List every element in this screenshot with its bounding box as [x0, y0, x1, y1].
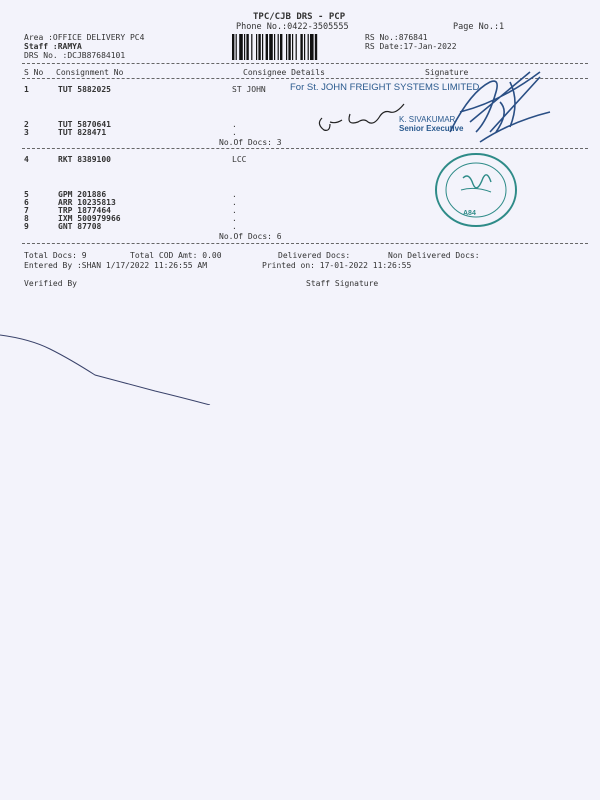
rs-number: RS No.:876841 [365, 33, 428, 42]
scribble-signature [440, 62, 560, 152]
divider [22, 243, 588, 244]
total-cod: Total COD Amt: 0.00 [130, 251, 222, 260]
phone-number: Phone No.:0422-3505555 [236, 22, 349, 32]
row-consignee: . [232, 128, 237, 137]
docs-count: No.Of Docs: 3 [219, 138, 282, 147]
row-sno: 9 [24, 222, 29, 231]
row-consignment: IXM 500979966 [58, 214, 121, 223]
area-field: Area :OFFICE DELIVERY PC4 [24, 33, 145, 42]
entered-by: Entered By :SHAN 1/17/2022 11:26:55 AM [24, 261, 208, 270]
row-consignment: TUT 828471 [58, 128, 107, 137]
drs-number: DRS No. :DCJB87684101 [24, 51, 126, 60]
rs-date: RS Date:17-Jan-2022 [365, 42, 457, 51]
row-consignment: RKT 8389100 [58, 155, 111, 164]
stray-pen-mark [0, 325, 220, 405]
row-sno: 5 [24, 190, 29, 199]
seal-number: A84 [463, 210, 476, 217]
barcode [232, 34, 356, 60]
handwritten-signature [310, 96, 420, 136]
col-consignment: Consignment No [56, 68, 124, 77]
row-consignee: . [232, 190, 237, 199]
non-delivered-docs: Non Delivered Docs: [388, 251, 480, 260]
col-sno: S No [24, 68, 44, 77]
row-consignment: TUT 5882025 [58, 85, 111, 94]
row-consignment: TUT 5870641 [58, 120, 111, 129]
row-consignment: GNT 87708 [58, 222, 102, 231]
delivered-docs: Delivered Docs: [278, 251, 351, 260]
company-stamp-text: For St. JOHN FREIGHT SYSTEMS LIMITED [290, 82, 480, 93]
stamp-designation: Senior Executive [399, 124, 464, 133]
row-consignee: . [232, 214, 237, 223]
round-seal [431, 150, 521, 230]
verified-by: Verified By [24, 279, 77, 288]
row-sno: 8 [24, 214, 29, 223]
page-number: Page No.:1 [453, 22, 505, 32]
row-sno: 3 [24, 128, 29, 137]
row-sno: 6 [24, 198, 29, 207]
staff-signature-label: Staff Signature [306, 279, 379, 288]
col-consignee: Consignee Details [243, 68, 325, 77]
printed-on: Printed on: 17-01-2022 11:26:55 [262, 261, 412, 270]
row-sno: 1 [24, 85, 29, 94]
row-sno: 4 [24, 155, 29, 164]
row-consignee: LCC [232, 155, 247, 164]
row-consignee: . [232, 120, 237, 129]
stamp-person-name: K. SIVAKUMAR [399, 115, 456, 124]
col-signature: Signature [425, 68, 469, 77]
staff-field: Staff :RAMYA [24, 42, 82, 51]
docs-count: No.Of Docs: 6 [219, 232, 282, 241]
row-consignee: . [232, 206, 237, 215]
row-sno: 2 [24, 120, 29, 129]
row-consignment: ARR 10235813 [58, 198, 116, 207]
total-docs: Total Docs: 9 [24, 251, 87, 260]
row-consignee: . [232, 198, 237, 207]
row-consignment: GPM 201886 [58, 190, 107, 199]
row-consignment: TRP 1877464 [58, 206, 111, 215]
row-consignee: ST JOHN [232, 85, 266, 94]
row-consignee: . [232, 222, 237, 231]
row-sno: 7 [24, 206, 29, 215]
document-title: TPC/CJB DRS - PCP [253, 12, 346, 22]
